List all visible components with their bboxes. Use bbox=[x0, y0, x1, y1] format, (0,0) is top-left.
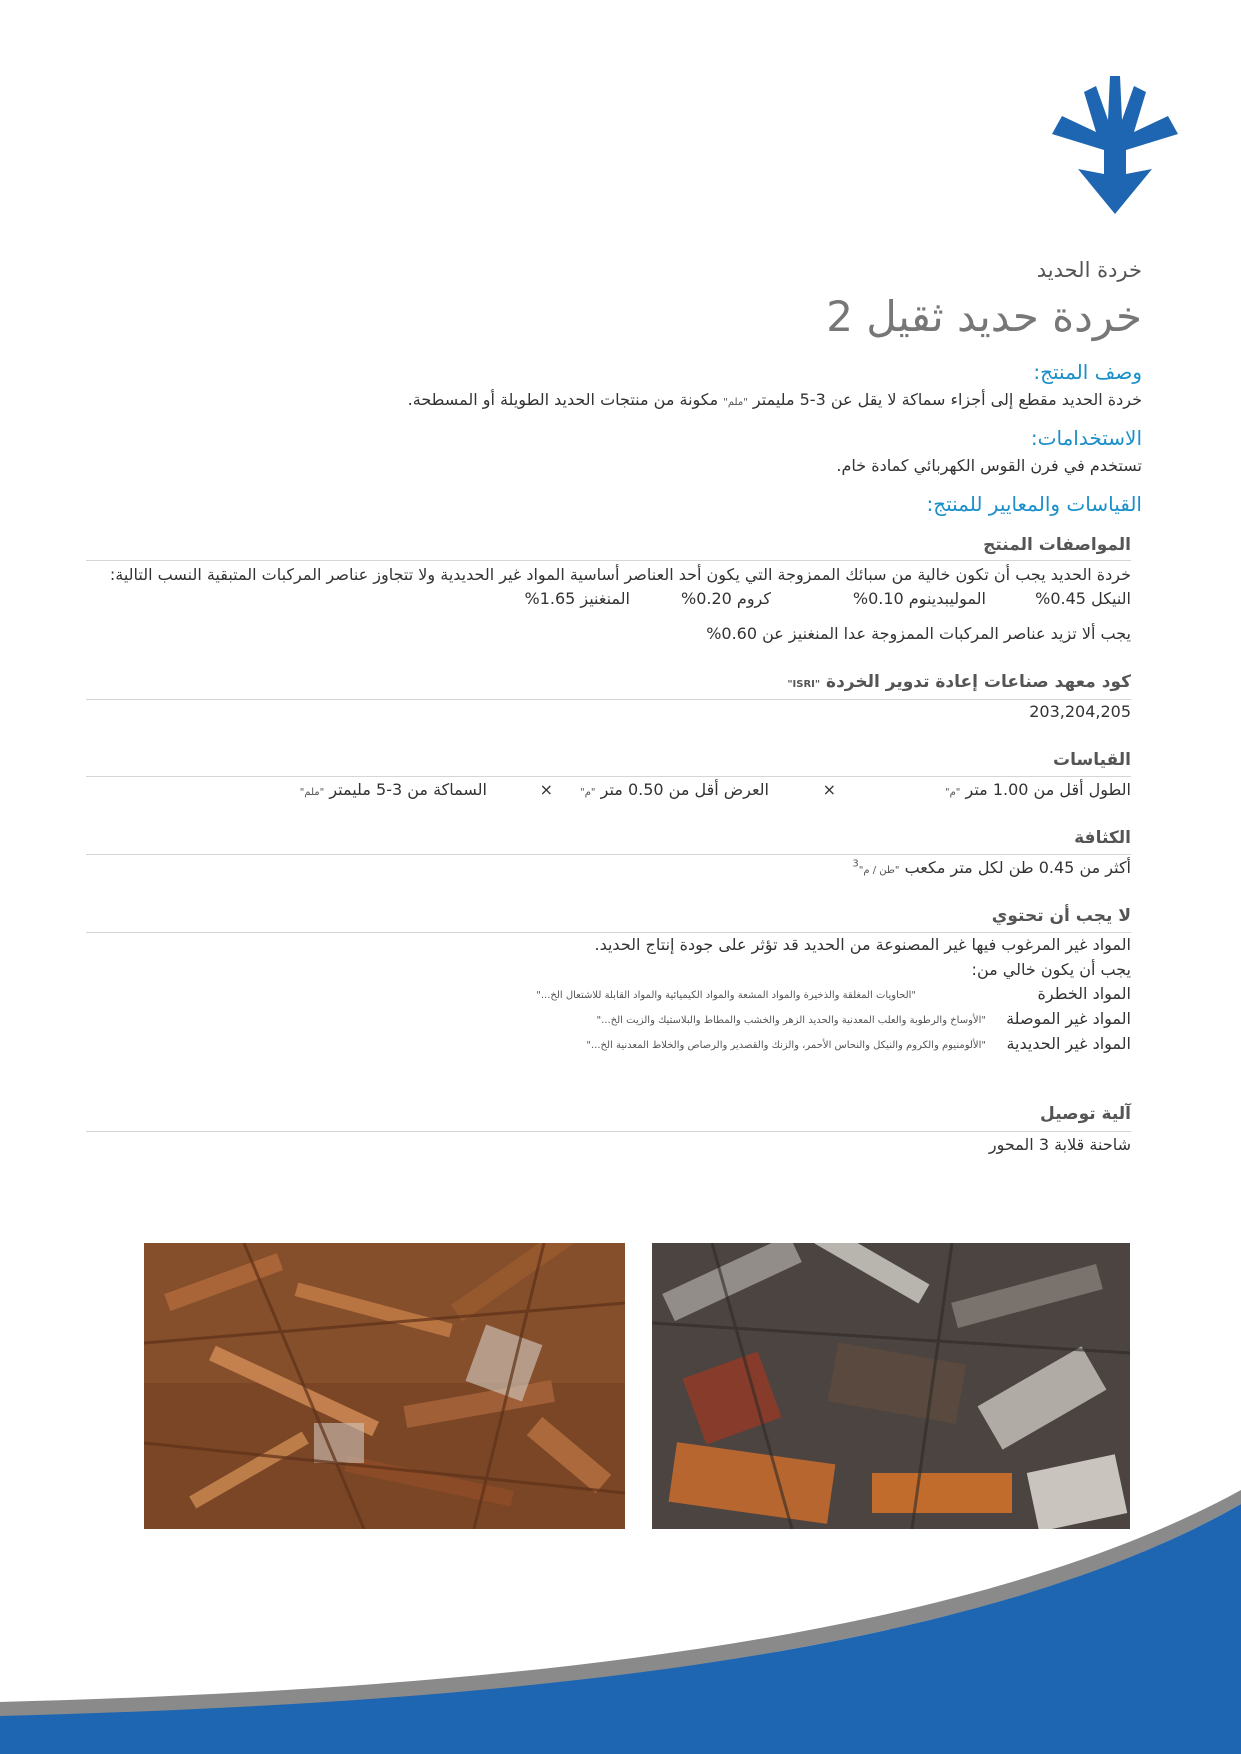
isri-heading: كود معهد صناعات إعادة تدوير الخردة "ISRI" bbox=[787, 672, 1131, 692]
dimensions-divider bbox=[86, 776, 1131, 777]
company-logo bbox=[1048, 76, 1182, 214]
delivery-divider bbox=[86, 1131, 1131, 1132]
footer-wave bbox=[0, 1490, 1241, 1754]
isri-divider bbox=[86, 699, 1131, 700]
spec-molybdenum: الموليبدينوم 0.10% bbox=[852, 589, 986, 608]
isri-code: 203,204,205 bbox=[1029, 702, 1131, 721]
specs-divider bbox=[86, 560, 1131, 561]
exclusion-nonconductive-label: المواد غير الموصلة bbox=[1006, 1009, 1131, 1028]
exclusions-divider bbox=[86, 932, 1131, 933]
specs-note: يجب ألا تزيد عناصر المركبات الممزوجة عدا المنغنيز عن 0.60% bbox=[706, 624, 1131, 643]
dimension-thickness: السماكة من 3-5 مليمتر "ملم" bbox=[299, 780, 487, 799]
spec-manganese: المنغنيز 1.65% bbox=[524, 589, 630, 608]
uses-text: تستخدم في فرن القوس الكهربائي كمادة خام. bbox=[836, 456, 1142, 475]
exclusions-text-2: يجب أن يكون خالي من: bbox=[971, 960, 1131, 979]
isri-tag: "ISRI" bbox=[787, 679, 821, 690]
dimension-separator-1: × bbox=[822, 780, 836, 799]
dimension-length: الطول أقل من 1.00 متر "م" bbox=[945, 780, 1131, 799]
dimension-separator-2: × bbox=[539, 780, 553, 799]
exclusion-hazardous-label: المواد الخطرة bbox=[1037, 984, 1131, 1003]
description-text: خردة الحديد مقطع إلى أجزاء سماكة لا يقل عن 3-5 مليمتر "ملم" مكونة من منتجات الحديد الطويلة أو المسطحة. bbox=[407, 390, 1142, 409]
density-heading: الكثافة bbox=[1074, 828, 1131, 848]
exclusion-hazardous-detail: "الحاويات المغلقة والذخيرة والمواد المشعة والمواد الكيميائية والمواد القابلة للاشتعال الخ..." bbox=[536, 990, 916, 1001]
specs-heading: المواصفات المنتج bbox=[983, 535, 1131, 555]
description-heading: وصف المنتج: bbox=[1033, 360, 1142, 384]
delivery-text: شاحنة قلابة 3 المحور bbox=[988, 1135, 1131, 1154]
exclusion-nonferrous-detail: "الألومنيوم والكروم والنيكل والنحاس الأحمر، والزنك والقصدير والرصاص والخلاط المعدنية الخ..." bbox=[586, 1040, 986, 1051]
dimensions-heading: القياسات bbox=[1053, 750, 1131, 770]
scrap-photo-rusty bbox=[144, 1243, 625, 1529]
density-text: أكثر من 0.45 طن لكل متر مكعب "طن / م"$^3$ bbox=[852, 858, 1131, 877]
spec-nickel: النيكل 0.45% bbox=[1035, 589, 1131, 608]
standards-heading: القياسات والمعايير للمنتج: bbox=[926, 492, 1142, 516]
exclusions-text-1: المواد غير المرغوب فيها غير المصنوعة من الحديد قد تؤثر على جودة إنتاج الحديد. bbox=[594, 935, 1131, 954]
exclusions-heading: لا يجب أن تحتوي bbox=[991, 906, 1131, 926]
exclusion-nonconductive-detail: "الأوساخ والرطوبة والعلب المعدنية والحديد الزهر والخشب والمطاط والبلاستيك والزيت الخ..." bbox=[596, 1015, 986, 1026]
delivery-heading: آلية توصيل bbox=[1040, 1104, 1131, 1124]
exclusion-nonferrous-label: المواد غير الحديدية bbox=[1006, 1034, 1131, 1053]
uses-heading: الاستخدامات: bbox=[1030, 426, 1142, 450]
specs-text: خردة الحديد يجب أن تكون خالية من سبائك الممزوجة التي يكون أحد العناصر أساسية المواد غير الحديدية ولا تتجاوز عناصر المركبات المتبقية النسب التالية: bbox=[109, 565, 1131, 584]
dimension-width: العرض أقل من 0.50 متر "م" bbox=[580, 780, 769, 799]
product-title: خردة حديد ثقيل 2 bbox=[826, 292, 1142, 341]
scrap-photo-mixed bbox=[652, 1243, 1130, 1529]
spec-chrome: كروم 0.20% bbox=[681, 589, 771, 608]
product-category: خردة الحديد bbox=[1036, 258, 1142, 282]
density-divider bbox=[86, 854, 1131, 855]
